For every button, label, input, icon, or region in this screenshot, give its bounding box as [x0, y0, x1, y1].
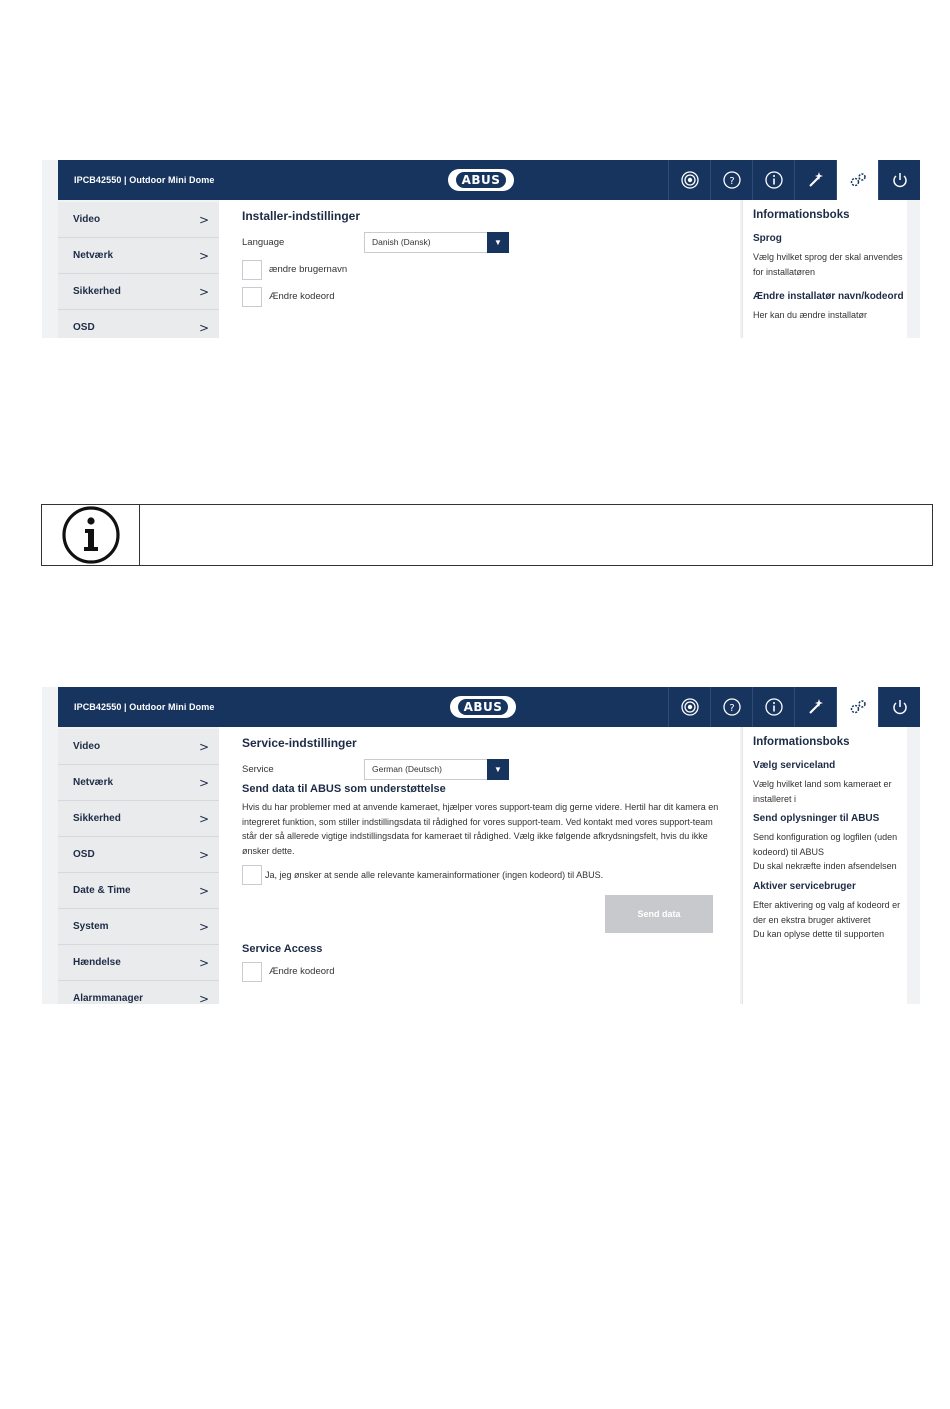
- sidebar-item-label: OSD: [73, 849, 95, 860]
- installer-settings-screenshot: [42, 160, 920, 338]
- sidebar-item-label: Netværk: [73, 777, 114, 788]
- sidebar-item-label: OSD: [73, 322, 95, 333]
- info-icon[interactable]: [752, 687, 794, 727]
- service-label: Service: [242, 763, 274, 775]
- change-username-row: [242, 259, 740, 280]
- info-box-title: Informationsboks: [753, 736, 850, 748]
- consent-checkbox[interactable]: [242, 865, 262, 885]
- info-text-support: Du kan oplyse dette til supporten: [753, 929, 885, 940]
- language-select[interactable]: [364, 232, 509, 253]
- info-box: [742, 200, 907, 338]
- chevron-right-icon: >: [198, 991, 209, 1004]
- info-text-installer: Her kan du ændre installatør: [753, 310, 868, 321]
- sidebar-item-alarm-manager[interactable]: [58, 981, 219, 1004]
- consent-label: Ja, jeg ønsker at sende alle relevante kamerainformationer (ingen kodeord) til ABUS.: [265, 869, 604, 880]
- sidebar-item-label: Alarmmanager: [73, 993, 144, 1004]
- sidebar-item-label: Video: [73, 741, 101, 752]
- info-heading-installer: Ændre installatør navn/kodeord: [753, 291, 904, 303]
- info-text-confirm: Du skal nekræfte inden afsendelsen: [753, 861, 897, 872]
- info-heading-service-country: Vælg serviceland: [753, 760, 836, 771]
- logo-text: ABUS: [458, 699, 509, 715]
- change-username-checkbox[interactable]: [242, 260, 262, 280]
- access-password-row: [242, 961, 740, 982]
- sidebar-item-label: Date & Time: [73, 885, 131, 896]
- chevron-right-icon: >: [198, 775, 209, 790]
- service-country-select[interactable]: [364, 759, 509, 780]
- settings-sidebar: [58, 729, 219, 1004]
- settings-icon[interactable]: [836, 160, 878, 200]
- service-country-value: German (Deutsch): [372, 763, 442, 774]
- main-panel: [219, 200, 740, 338]
- sidebar-item-network[interactable]: [58, 765, 219, 801]
- sidebar-item-label: Sikkerhed: [73, 286, 121, 297]
- info-text-service-user: Efter aktivering og valg af kodeord er der en ekstra bruger aktiveret: [753, 899, 901, 925]
- language-row: [242, 231, 740, 253]
- live-view-icon[interactable]: [668, 687, 710, 727]
- send-data-description: Hvis du har problemer med at anvende kameraet, hjælper vores support-team dig gerne videre. Hertil har dit kamera en integreret funktion, som stiller indstillingsdata til rådighed for vores support-team. Ved kontakt med vores support-team står der så allerede vigtige indstillingsdata for kameraet til rådighed. Vælg ikke følgende afkrydsningsfelt, hvis du ikke ønsker dette.: [242, 802, 719, 856]
- header-icon-bar: [668, 160, 920, 200]
- live-view-icon[interactable]: [668, 160, 710, 200]
- chevron-right-icon: >: [198, 248, 209, 263]
- sidebar-item-label: Video: [73, 214, 101, 225]
- wizard-icon[interactable]: [794, 687, 836, 727]
- top-bar: [58, 160, 920, 200]
- help-icon[interactable]: [710, 687, 752, 727]
- consent-row: [242, 864, 740, 885]
- chevron-right-icon: >: [198, 811, 209, 826]
- logo-text: ABUS: [456, 172, 507, 188]
- access-password-checkbox[interactable]: [242, 962, 262, 982]
- header-icon-bar: [668, 687, 920, 727]
- sidebar-item-network[interactable]: [58, 238, 219, 274]
- info-notice-box: [41, 504, 933, 566]
- help-icon[interactable]: [710, 160, 752, 200]
- send-data-button[interactable]: Send data: [605, 895, 713, 933]
- chevron-right-icon: >: [198, 883, 209, 898]
- settings-icon[interactable]: [836, 687, 878, 727]
- info-heading-service-user: Aktiver servicebruger: [753, 880, 856, 892]
- main-panel: [219, 727, 740, 1004]
- change-username-label: ændre brugernavn: [269, 264, 348, 275]
- info-box: [742, 727, 907, 1004]
- sidebar-item-label: Sikkerhed: [73, 813, 121, 824]
- change-password-checkbox[interactable]: [242, 287, 262, 307]
- svg-text:?: ?: [728, 176, 735, 187]
- device-title: IPCB42550 | Outdoor Mini Dome: [74, 175, 215, 185]
- power-icon[interactable]: [878, 687, 920, 727]
- abus-logo: [450, 696, 516, 718]
- change-password-label: Ændre kodeord: [269, 291, 335, 302]
- info-heading-language: Sprog: [753, 233, 782, 244]
- chevron-down-icon[interactable]: ▼: [487, 759, 509, 780]
- page-title: Service-indstillinger: [242, 736, 357, 750]
- info-text-service-country: Vælg hvilket land som kameraet er installeret i: [753, 779, 892, 804]
- sidebar-item-osd[interactable]: [58, 837, 219, 873]
- sidebar-item-video[interactable]: [58, 202, 219, 238]
- chevron-right-icon: >: [198, 847, 209, 862]
- service-row: [242, 758, 740, 780]
- info-text-send-info: Send konfiguration og logfilen (uden kodeord) til ABUS: [753, 832, 898, 857]
- change-password-row: [242, 286, 740, 307]
- sidebar-item-security[interactable]: [58, 801, 219, 837]
- chevron-right-icon: >: [198, 320, 209, 335]
- top-bar: [58, 687, 920, 727]
- info-heading-send-info: Send oplysninger til ABUS: [753, 813, 880, 825]
- chevron-down-icon[interactable]: ▼: [487, 232, 509, 253]
- chevron-right-icon: >: [198, 955, 209, 970]
- sidebar-item-label: Hændelse: [73, 957, 121, 968]
- sidebar-item-system[interactable]: [58, 909, 219, 945]
- svg-text:?: ?: [728, 703, 735, 714]
- chevron-right-icon: >: [198, 919, 209, 934]
- wizard-icon[interactable]: [794, 160, 836, 200]
- sidebar-item-label: System: [73, 921, 109, 932]
- access-password-label: Ændre kodeord: [269, 966, 335, 978]
- sidebar-item-label: Netværk: [73, 250, 114, 261]
- chevron-right-icon: >: [198, 284, 209, 299]
- sidebar-item-osd[interactable]: [58, 310, 219, 338]
- sidebar-item-event[interactable]: [58, 945, 219, 981]
- info-box-title: Informationsboks: [753, 209, 850, 221]
- info-icon[interactable]: [752, 160, 794, 200]
- chevron-right-icon: >: [198, 739, 209, 754]
- device-title: IPCB42550 | Outdoor Mini Dome: [74, 702, 215, 712]
- info-text-language: Vælg hvilket sprog der skal anvendes for installatøren: [753, 252, 903, 277]
- chevron-right-icon: >: [198, 212, 209, 227]
- sidebar-item-security[interactable]: [58, 274, 219, 310]
- power-icon[interactable]: [878, 160, 920, 200]
- info-icon: [42, 505, 140, 565]
- send-data-title: Send data til ABUS som understøttelse: [242, 783, 446, 795]
- language-label: Language: [242, 236, 285, 248]
- settings-sidebar: [58, 202, 219, 338]
- language-value: Danish (Dansk): [372, 236, 431, 247]
- sidebar-item-date-time[interactable]: [58, 873, 219, 909]
- service-access-title: Service Access: [242, 943, 323, 956]
- page-title: Installer-indstillinger: [242, 209, 361, 223]
- abus-logo: [448, 169, 514, 191]
- service-settings-screenshot: [42, 687, 920, 1004]
- sidebar-item-video[interactable]: [58, 729, 219, 765]
